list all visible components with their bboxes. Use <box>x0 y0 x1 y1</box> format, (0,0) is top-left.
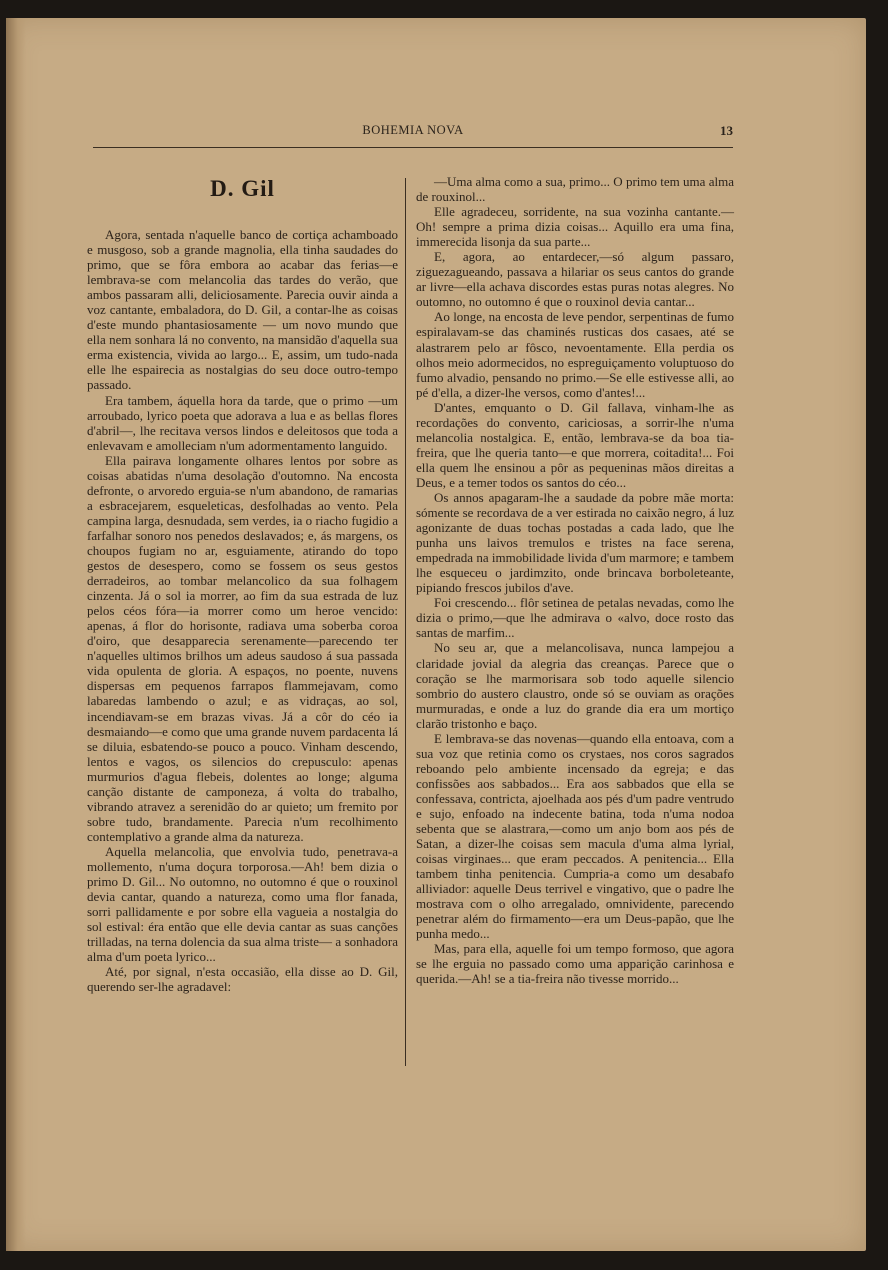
paragraph: Até, por signal, n'esta occasião, ella disse ao D. Gil, querendo ser-lhe agradavel: <box>87 964 398 995</box>
page-header <box>93 123 733 145</box>
paragraph: Aquella melancolia, que envolvia tudo, penetrava-a mollemento, n'uma doçura torporosa.—Ah! bem dizia o primo D. Gil... No outomno, no outomno é que o rouxinol devia cantar, quando a natureza, como uma flor fanada, sorri pallidamente e por sobre ella vagueia a nostalgia do sol estival: éra então que elle devia cantar as suas canções trilladas, na terna dolencia da sua alma triste— a sonhadora alma d'um poeta lyrico... <box>87 843 398 965</box>
left-column <box>87 176 398 994</box>
paragraph: E, agora, ao entardecer,—só algum passaro, ziguezagueando, passava a hilariar os seus cantos do grande ar livre—ella achava discordes estas puras notas alegres. No outomno, no outomno é que o rouxinol devia cantar... <box>416 249 734 310</box>
paragraph: Ella pairava longamente olhares lentos por sobre as coisas abatidas n'uma desolação d'outomno. Na encosta defronte, o arvoredo erguia-se n'um abandono, de ramarias a esbracejarem, esqueleticas, desfolhadas ao vento. Pela campina larga, desnudada, sem verdes, ia o riacho fugidio a farfalhar sonoro nos penedos deslavados; e, ás margens, os choupos fugiam no ar, esguiamente, atirando do topo gestos de desespero, como se fossem os seus gestos derradeiros, ao tombar melancolico da sua folhagem cinzenta. Já o sol ia morrer, ao fim da sua estrada de luz pelos céos fóra—ia morrer como um heroe vencido: apenas, á flor do horisonte, radiava uma soberba coroa d'oiro, que desapparecia serenamente—parecendo ter n'aquelles ultimos brilhos um adeus saudoso á sua passada vida opulenta de gloria. A espaços, no poente, nuvens dispersas em pequenos farrapos flammejavam, como labaredas lambendo o azul; e as vidraças, ao sol, incendiavam-se em brazas vivas. Já a côr do céo ia desmaiando—e como que uma grande nuvem pardacenta lá se diluia, esbatendo-se pouco a pouco. Vinham descendo, lentos e vagos, os silencios do crepusculo: apenas murmurios d'agua flebeis, dolentes ao longe; alguma canção distante de camponeza, á volta do trabalho, vibrando atravez a serenidão do ar quieto; um fremito por sobre tudo, brandamente. Parecia n'um recolhimento contemplativo a grande alma da natureza. <box>87 452 398 844</box>
paragraph: Mas, para ella, aquelle foi um tempo formoso, que agora se lhe erguia no passado como uma apparição carinhosa e querida.—Ah! se a tia-freira não tivesse morrido... <box>416 941 734 987</box>
right-column <box>416 174 734 987</box>
running-title: BOHEMIA NOVA <box>362 123 464 137</box>
paragraph: Agora, sentada n'aquelle banco de cortiça achamboado e musgoso, sob a grande magnolia, ella tinha saudades do primo, que se fôra embora ao acabar das ferias—e lembrava-se com melancolia das tardes do verão, que ambos passaram alli, deliciosamente. Parecia ouvir ainda a voz cantante, embaladora, do D. Gil, a contar-lhe as coisas d'este mundo phantasiosamente — um novo mundo que ella nem sonhara lá no convento, na mansidão d'aquella sua erma existencia, vivida ao largo... E, assim, um tudo-nada elle lhe espairecia as nostalgias do seu doce outro-tempo passado. <box>87 227 398 393</box>
page-spine-shadow <box>6 18 26 1251</box>
paragraph: No seu ar, que a melancolisava, nunca lampejou a claridade jovial da alegria das creanças. Parece que o coração se lhe marmorisara sob todo aquelle silencio sombrio do austero claustro, onde só se ouviam as orações murmuradas, e onde a luz do grande dia era um mortiço clarão tristonho e baço. <box>416 640 734 731</box>
paragraph: Era tambem, áquella hora da tarde, que o primo —um arroubado, lyrico poeta que adorava a lua e as bellas flores d'abril—, lhe recitava versos lindos e deleitosos que toda a enlevavam e amolleciam n'um adormentamento languido. <box>87 392 398 453</box>
article-title: D. Gil <box>210 176 275 201</box>
paragraph: E lembrava-se das novenas—quando ella entoava, com a sua voz que retinia como os crystaes, nos coros sagrados reboando pelo ambiente incensado da egreja; e das confissões aos sabbados... Era aos sabbados que ella se confessava, contricta, ajoelhada aos pés d'um padre ventrudo e sujo, enfoado na indecente batina, toda n'uma nodoa sebenta que se alastrara,—como um anjo bom aos pés de Satan, a dizer-lhe coisas sem macula d'uma alma lyrial, coisas virginaes... que eram peccados. A penitencia... Ella tambem tinha penitencia. Cumpria-a como um desabafo alliviador: aquelle Deus terrivel e vingativo, que o padre lhe mostrava com o olho arregalado, omnividente, parecendo penetrar além do firmamento—era um Deus-papão, que lhe punha medo... <box>416 730 734 942</box>
header-rule <box>93 147 733 148</box>
paragraph: Foi crescendo... flôr setinea de petalas nevadas, como lhe dizia o primo,—que lhe admirava o «alvo, doce rosto das santas de marfim... <box>416 595 734 641</box>
paragraph: Os annos apagaram-lhe a saudade da pobre mãe morta: sómente se recordava de a ver estirada no caixão negro, á luz agonizante de duas tochas postadas a cada lado, que lhe punha uns laivos tremulos e tristes na face serena, empedrada na immobilidade livida d'um marmore; e tambem lhe esqueceu o jardimzito, onde brincava borboleteante, pipiando frescos jubilos d'ave. <box>416 489 734 596</box>
paragraph: Ao longe, na encosta de leve pendor, serpentinas de fumo espiralavam-se das chaminés rusticas dos casaes, até se alastrarem pelo ar fôsco, nevoentamente. Ella perdia os olhos meio adormecidos, no espreguiçamento voluptuoso do fumo alvadio, pensando no primo.—Se elle estivesse alli, ao pé d'ella, a dizer-lhe versos, como d'antes!... <box>416 309 734 400</box>
paragraph: D'antes, emquanto o D. Gil fallava, vinham-lhe as recordações do convento, cariciosas, a sorrir-lhe n'uma melancolia nostalgica. E, então, lembrava-se da boa tia-freira, que lhe queria tanto—e que morrera, coitadita!... Foi ella quem lhe ensinou a pôr as pequeninas mãos direitas a Deus, e a temer todos os santos do céo... <box>416 399 734 490</box>
column-divider <box>405 178 406 1066</box>
page-number: 13 <box>720 123 733 138</box>
paragraph: Elle agradeceu, sorridente, na sua vozinha cantante.—Oh! sempre a prima dizia coisas... Aquillo era uma fina, immerecida lisonja da sua parte... <box>416 204 734 250</box>
paragraph: —Uma alma como a sua, primo... O primo tem uma alma de rouxinol... <box>416 174 734 205</box>
